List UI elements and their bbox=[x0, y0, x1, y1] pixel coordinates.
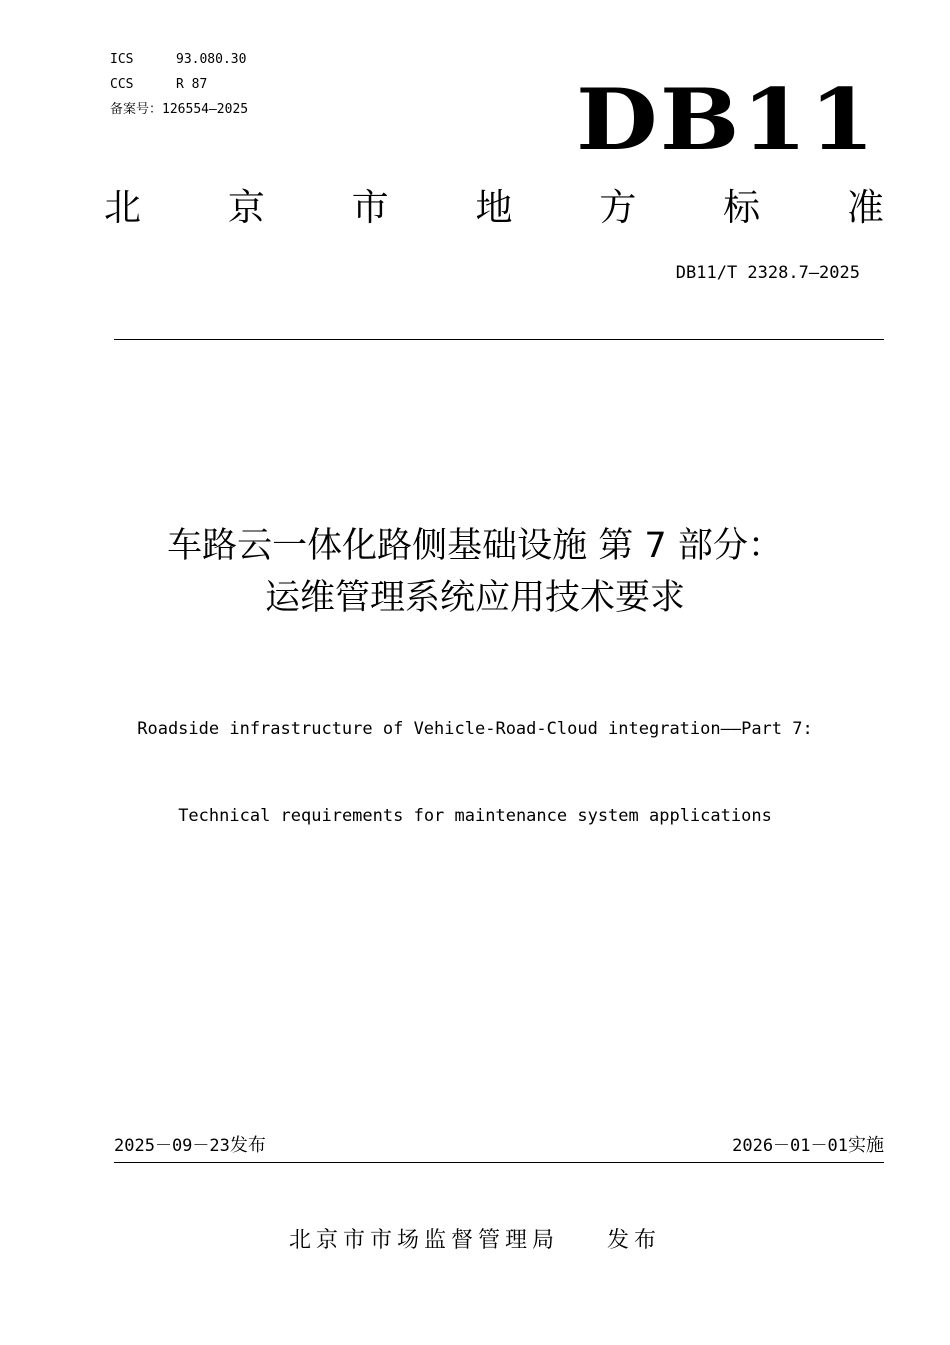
title-chinese bbox=[0, 520, 950, 624]
issuer bbox=[0, 1224, 950, 1258]
standard-type-char: 准 bbox=[846, 186, 884, 229]
title-english-line-1: Roadside infrastructure of Vehicle-Road-Cloud integration——Part 7: bbox=[137, 719, 813, 739]
title-chinese-line-2: 运维管理系统应用技术要求 bbox=[264, 578, 685, 618]
dates-row bbox=[114, 1132, 884, 1160]
ics-row bbox=[110, 47, 248, 72]
db11-logo: DB11 bbox=[576, 70, 877, 169]
ics-label: ICS bbox=[110, 52, 134, 67]
standard-type-char: 市 bbox=[351, 186, 389, 229]
publish-date-block bbox=[114, 1132, 266, 1160]
ics-value: 93.080.30 bbox=[176, 52, 247, 67]
record-label: 备案号： bbox=[110, 102, 163, 117]
standard-type-char: 京 bbox=[227, 186, 265, 229]
bottom-divider bbox=[114, 1162, 884, 1163]
issuer-name: 北京市市场监督管理局 bbox=[288, 1228, 559, 1253]
standard-type-char: 北 bbox=[104, 186, 141, 229]
implement-date-block bbox=[732, 1132, 884, 1160]
ccs-value: R 87 bbox=[176, 77, 208, 92]
title-english-line-2: Technical requirements for maintenance system applications bbox=[178, 806, 772, 826]
publish-date: 2025－09－23 bbox=[114, 1136, 230, 1156]
standard-type-char: 方 bbox=[599, 186, 637, 229]
publish-label: 发布 bbox=[229, 1135, 266, 1156]
classification-codes bbox=[110, 47, 248, 122]
standard-type-char: 标 bbox=[723, 186, 761, 229]
standard-number: DB11/T 2328.7—2025 bbox=[675, 263, 860, 283]
standard-type-char: 地 bbox=[475, 186, 513, 229]
top-divider bbox=[114, 339, 884, 340]
implement-label: 实施 bbox=[848, 1135, 884, 1156]
record-value: 126554—2025 bbox=[162, 102, 249, 117]
title-chinese-line-1: 车路云一体化路侧基础设施 第 7 部分： bbox=[167, 526, 783, 566]
title-english bbox=[0, 657, 950, 860]
ccs-row bbox=[110, 72, 248, 97]
record-row bbox=[110, 97, 248, 122]
implement-date: 2026－01－01 bbox=[732, 1136, 848, 1156]
ccs-label: CCS bbox=[110, 77, 134, 92]
standard-type bbox=[104, 184, 884, 232]
issuer-label: 发布 bbox=[606, 1228, 661, 1253]
